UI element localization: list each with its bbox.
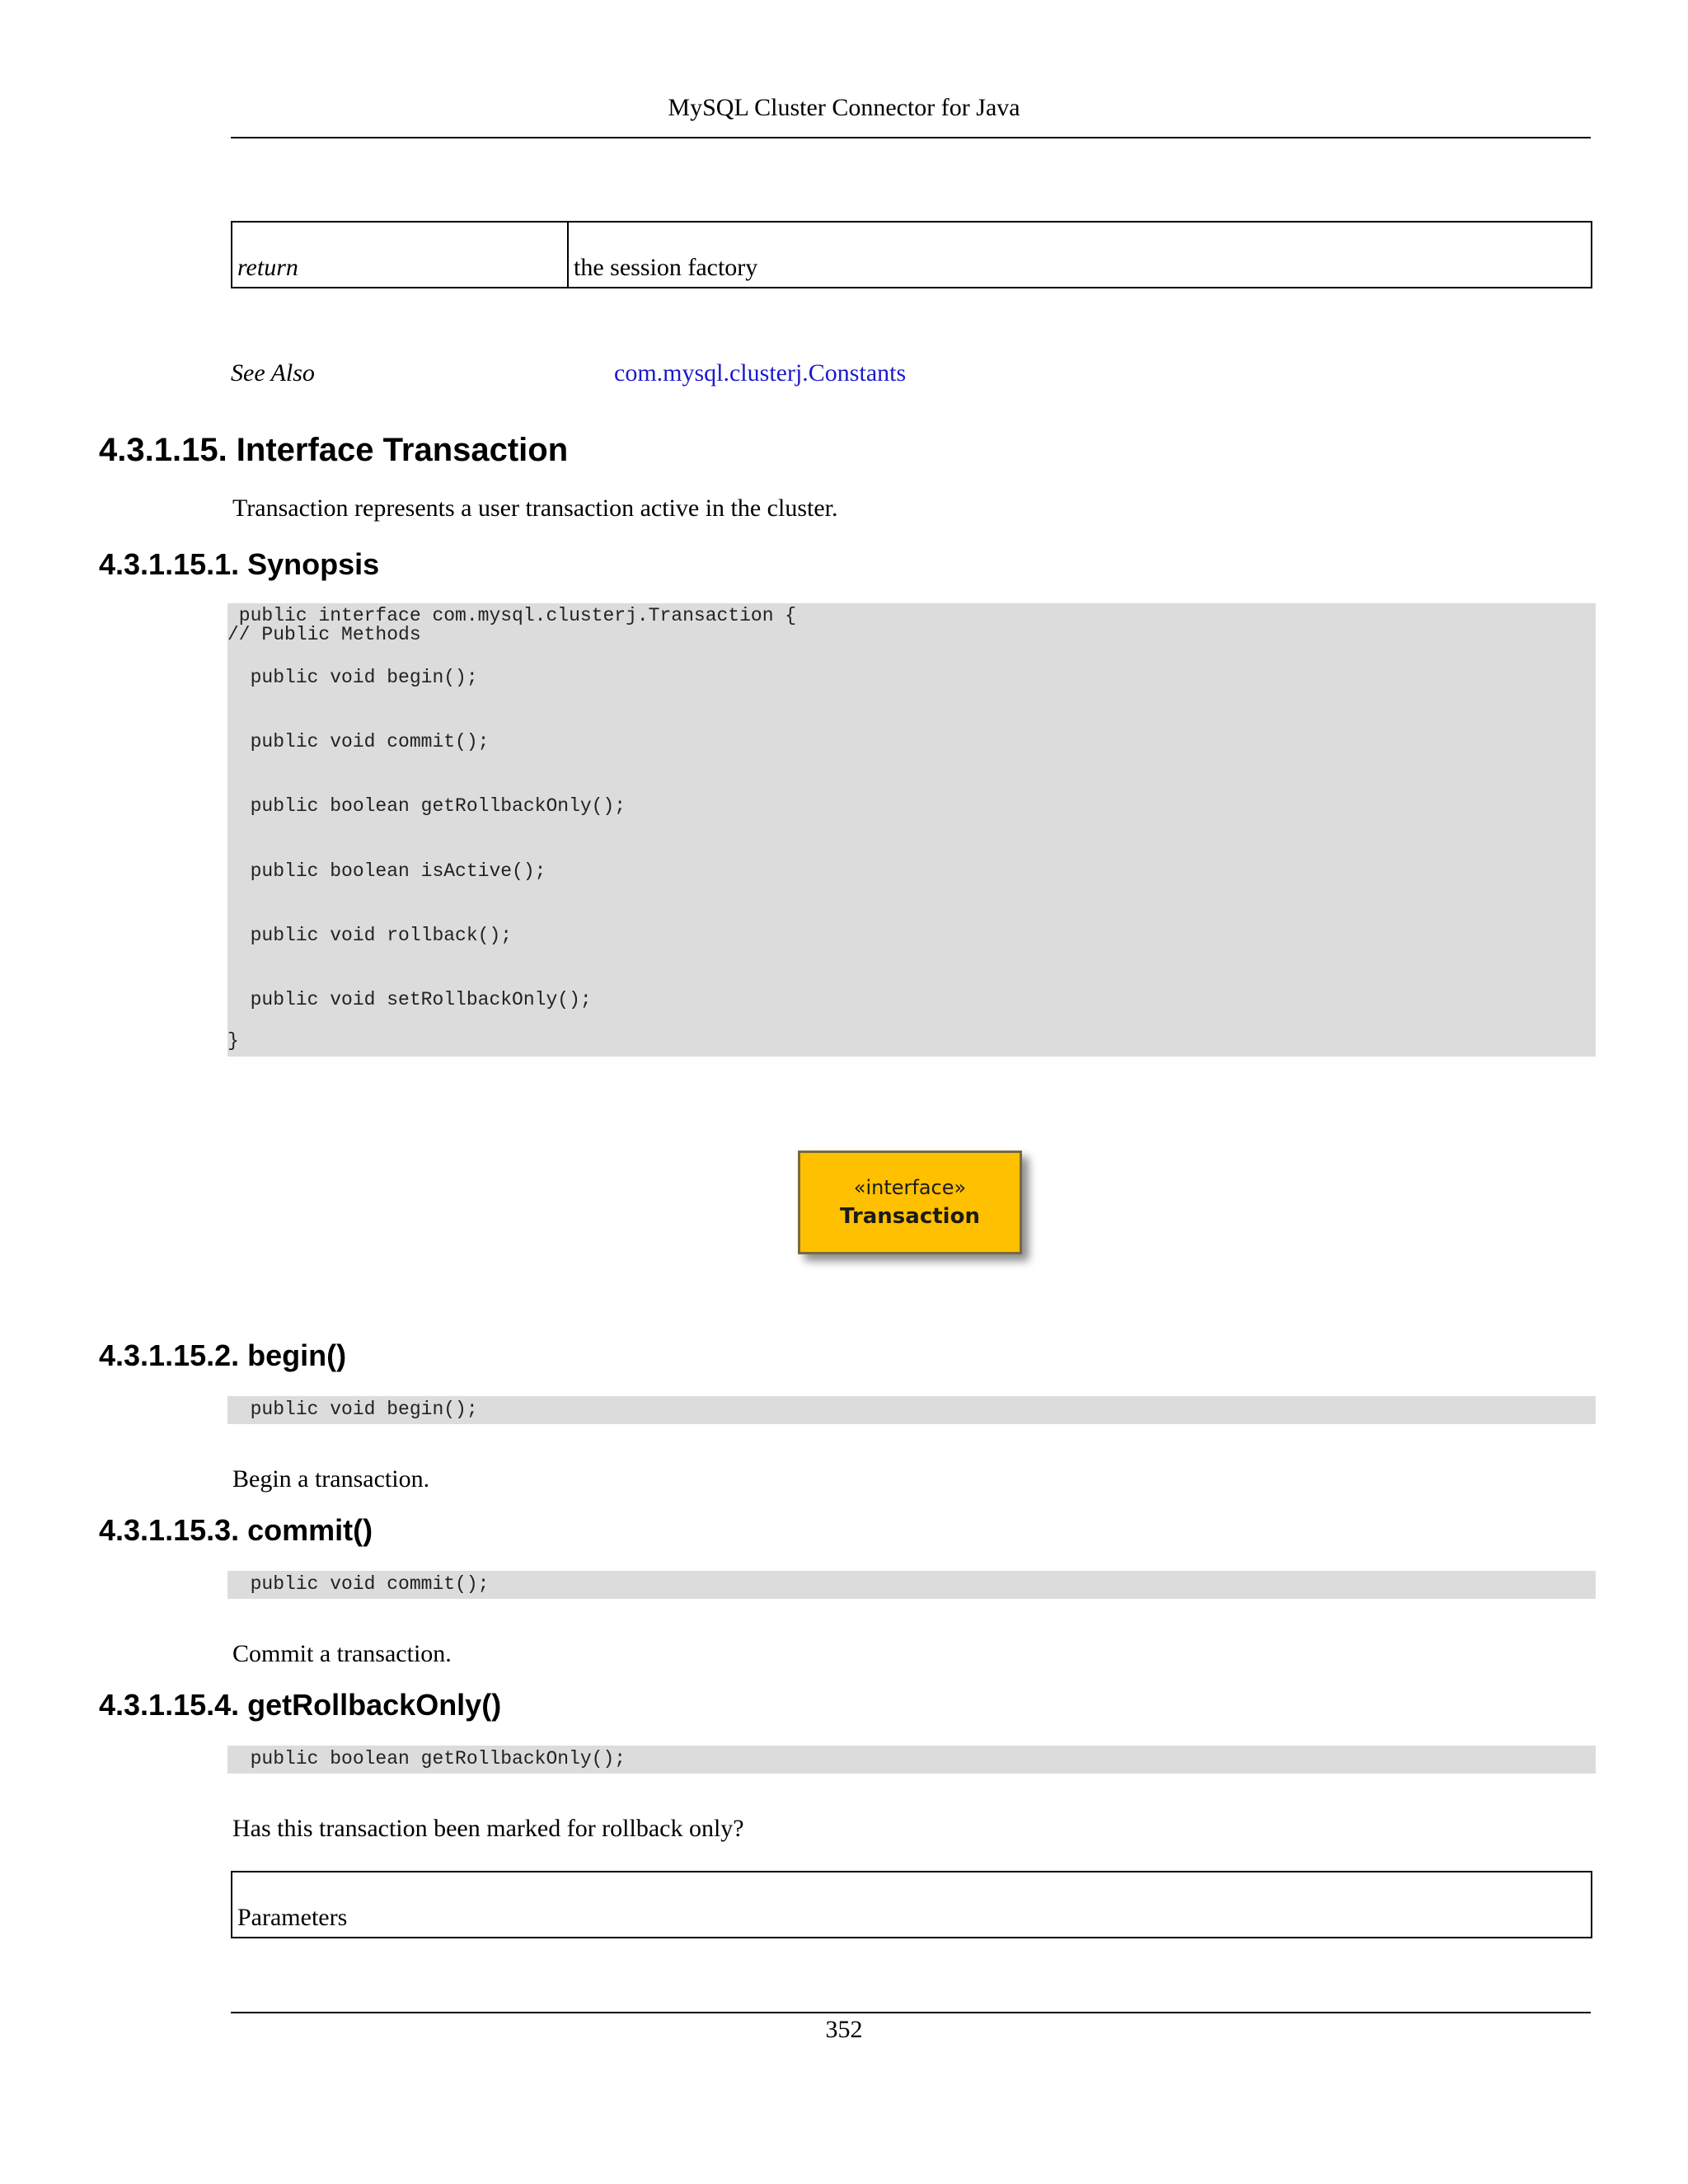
begin-heading: 4.3.1.15.2. begin() — [99, 1338, 347, 1372]
commit-heading: 4.3.1.15.3. commit() — [99, 1513, 373, 1547]
page-number: 352 — [825, 2016, 863, 2043]
code-line: public void commit(); — [227, 1573, 490, 1595]
return-value: the session factory — [568, 222, 1592, 288]
commit-description: Commit a transaction. — [232, 1640, 452, 1667]
synopsis-code-block — [227, 603, 1596, 1057]
synopsis-heading: 4.3.1.15.1. Synopsis — [99, 547, 380, 581]
code-line: public void begin(); — [227, 1399, 478, 1420]
code-line: } — [227, 1030, 239, 1052]
getrollbackonly-code-block — [227, 1746, 1596, 1774]
see-also-label: See Also — [231, 359, 315, 387]
return-table — [231, 221, 1592, 288]
parameters-label: Parameters — [232, 1872, 1592, 1938]
commit-code-block — [227, 1571, 1596, 1599]
return-label: return — [232, 222, 568, 288]
code-line: // Public Methods — [227, 624, 421, 645]
code-line: public void commit(); — [227, 731, 490, 752]
section-description: Transaction represents a user transaction active in the cluster. — [232, 494, 838, 522]
footer-rule — [231, 2012, 1591, 2013]
section-heading: 4.3.1.15. Interface Transaction — [99, 432, 569, 468]
code-line: public void rollback(); — [227, 925, 513, 946]
parameters-table — [231, 1871, 1592, 1938]
uml-class-name: Transaction — [840, 1204, 980, 1229]
getrollbackonly-description: Has this transaction been marked for rollback only? — [232, 1815, 744, 1842]
code-line: public boolean getRollbackOnly(); — [227, 1748, 626, 1769]
getrollbackonly-heading: 4.3.1.15.4. getRollbackOnly() — [99, 1688, 502, 1722]
begin-description: Begin a transaction. — [232, 1465, 430, 1493]
code-line: public void begin(); — [227, 667, 478, 688]
header-rule — [231, 137, 1591, 138]
code-line: public interface com.mysql.clusterj.Transaction { — [227, 605, 797, 626]
code-line: public boolean isActive(); — [227, 860, 546, 882]
see-also-link[interactable]: com.mysql.clusterj.Constants — [614, 359, 907, 387]
begin-code-block — [227, 1396, 1596, 1424]
uml-stereotype: «interface» — [853, 1176, 967, 1199]
code-line: public void setRollbackOnly(); — [227, 989, 592, 1010]
code-line: public boolean getRollbackOnly(); — [227, 795, 626, 817]
page-header-title: MySQL Cluster Connector for Java — [668, 94, 1020, 121]
uml-interface-diagram — [798, 1151, 1022, 1254]
